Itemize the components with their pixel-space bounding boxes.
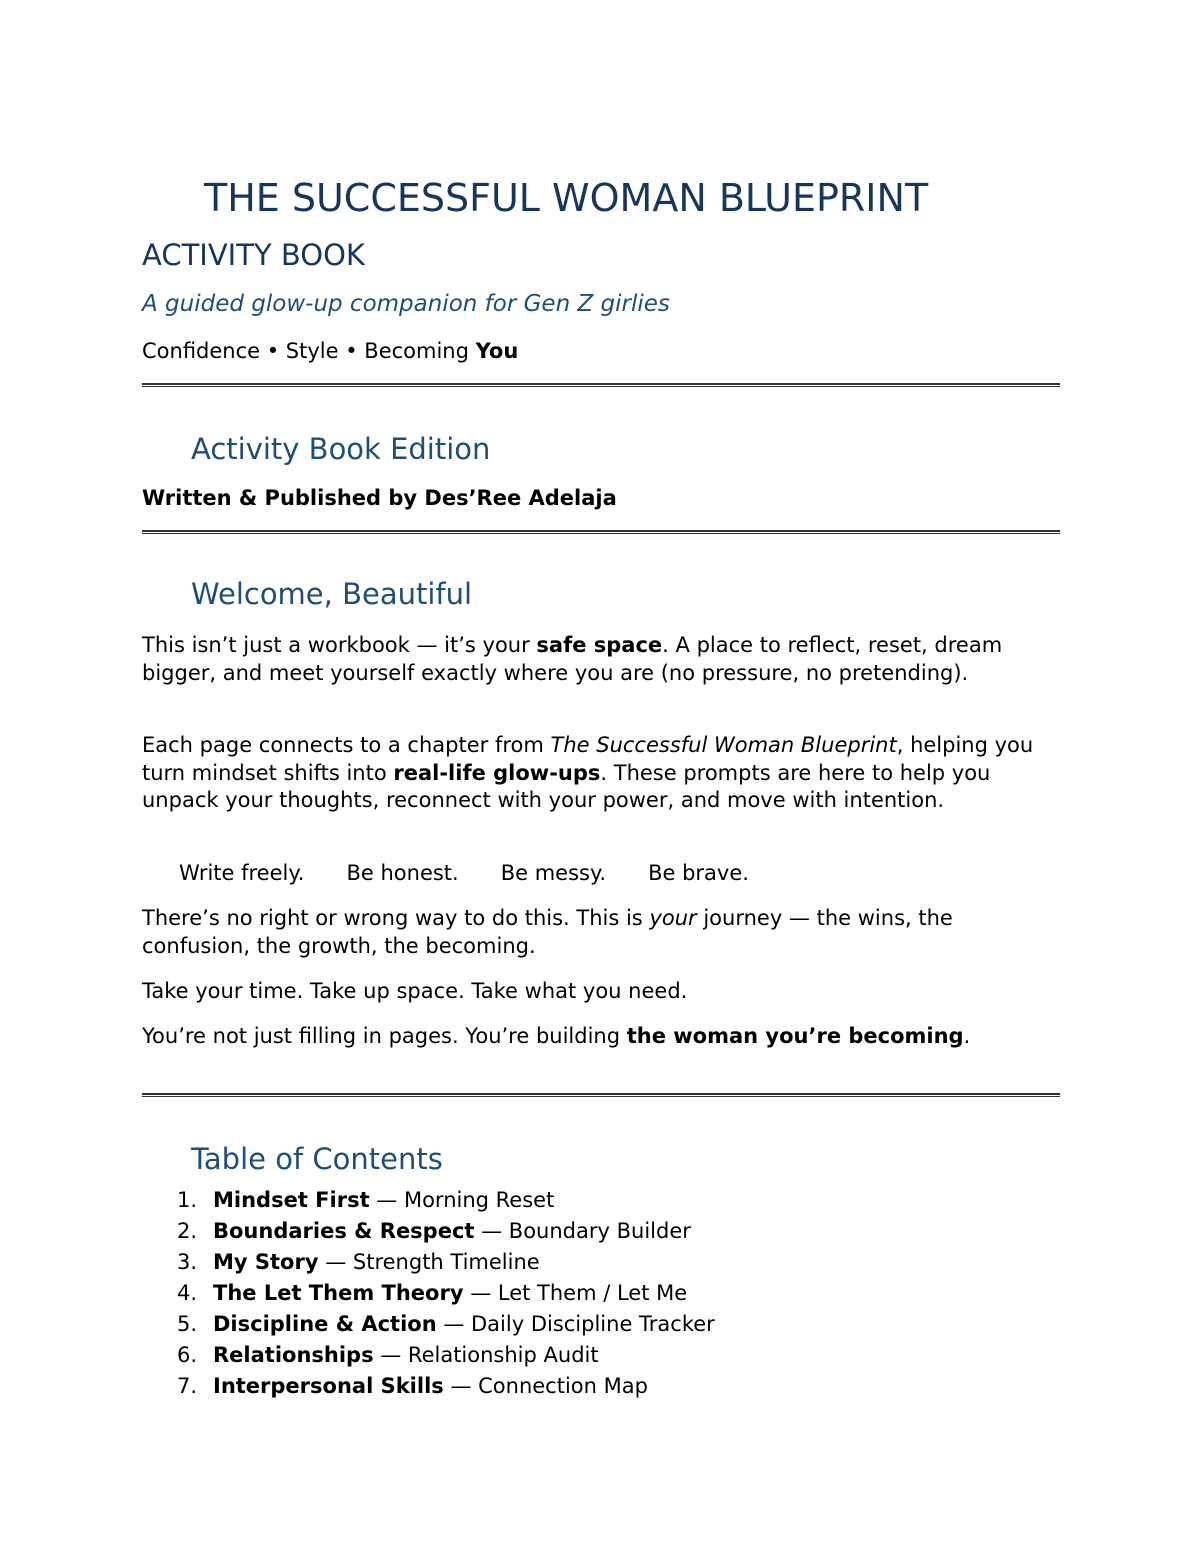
toc-number: 6. [177,1343,198,1367]
toc-chapter: The Let Them Theory [213,1281,464,1305]
toc-number: 3. [177,1250,198,1274]
welcome-paragraph-1 [142,632,1060,687]
text-run-italic: your [649,906,697,930]
toc-number: 4. [177,1281,198,1305]
book-title-reference: The Successful Woman Blueprint [550,733,897,757]
book-tagline: A guided glow-up companion for Gen Z girlies [142,291,670,317]
table-of-contents [177,1185,715,1402]
toc-chapter: Boundaries & Respect [213,1219,475,1243]
section-divider [142,383,1060,387]
toc-item [177,1278,715,1309]
toc-number: 5. [177,1312,198,1336]
pillars-text: Confidence • Style • Becoming [142,339,476,363]
text-run-bold: safe space [536,633,663,657]
welcome-heading: Welcome, Beautiful [191,577,473,611]
welcome-paragraph-3 [142,905,1060,960]
toc-chapter: Interpersonal Skills [213,1374,444,1398]
text-run: This isn’t just a workbook — it’s your [142,633,537,657]
toc-activity: — Morning Reset [369,1188,555,1212]
toc-heading: Table of Contents [191,1142,443,1176]
book-title: THE SUCCESSFUL WOMAN BLUEPRINT [204,176,929,220]
toc-item [177,1371,715,1402]
affirmations-line [179,861,791,886]
toc-item [177,1340,715,1371]
toc-activity: — Daily Discipline Tracker [436,1312,715,1336]
toc-chapter: Discipline & Action [213,1312,437,1336]
toc-activity: — Relationship Audit [373,1343,599,1367]
toc-number: 2. [177,1219,198,1243]
edition-heading: Activity Book Edition [191,432,491,466]
toc-chapter: Mindset First [213,1188,370,1212]
affirmation: Be messy. [500,861,607,885]
toc-number: 1. [177,1188,198,1212]
toc-chapter: My Story [213,1250,319,1274]
text-run-bold: the woman you’re becoming [626,1024,964,1048]
toc-activity: — Strength Timeline [318,1250,540,1274]
text-run-bold: real-life glow-ups [393,760,601,785]
toc-activity: — Boundary Builder [474,1219,691,1243]
affirmation: Write freely. [179,861,305,885]
text-run: , helping you turn mindset shifts into [142,733,1034,785]
section-divider [142,1093,1060,1097]
text-run: journey — the wins, the confusion, the growth, the becoming. [142,906,953,958]
toc-activity: — Let Them / Let Me [463,1281,688,1305]
toc-item [177,1216,715,1247]
affirmation: Be honest. [346,861,459,885]
text-run: . A place to reflect, reset, dream bigger, and meet yourself exactly where you are (no pressure, no pretending). [142,633,1003,685]
book-pillars [142,339,518,364]
book-subtitle: ACTIVITY BOOK [142,238,365,272]
text-run: You’re not just filling in pages. You’re building [142,1024,627,1048]
text-run: . [963,1024,971,1048]
welcome-paragraph-5 [142,1023,1060,1051]
welcome-paragraph-4: Take your time. Take up space. Take what you need. [142,979,688,1003]
toc-item [177,1247,715,1278]
pillars-bold: You [475,339,519,363]
section-divider [142,530,1060,534]
author-byline: Written & Published by Des’Ree Adelaja [142,486,617,510]
text-run: Each page connects to a chapter from [142,733,551,757]
toc-item [177,1185,715,1216]
toc-number: 7. [177,1374,198,1398]
toc-chapter: Relationships [213,1343,374,1367]
text-run: There’s no right or wrong way to do this. This is [142,906,650,930]
toc-activity: — Connection Map [443,1374,648,1398]
text-run: . These prompts are here to help you unpack your thoughts, reconnect with your power, and move with intention. [142,760,991,812]
toc-item [177,1309,715,1340]
affirmation: Be brave. [648,861,749,885]
welcome-paragraph-2 [142,732,1060,815]
